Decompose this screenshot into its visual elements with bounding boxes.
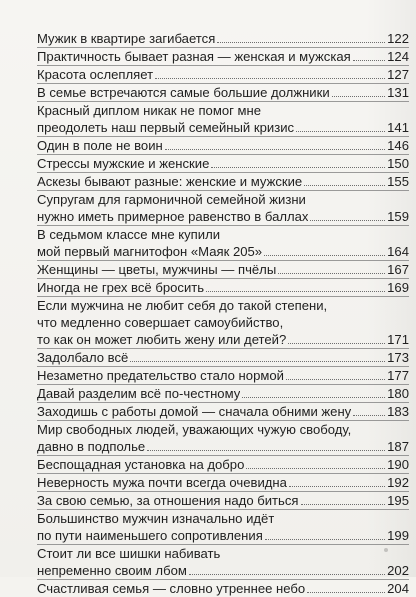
leader-dots: [211, 167, 385, 168]
toc-line: [37, 349, 409, 366]
toc-entry: [37, 155, 409, 173]
toc-line: [37, 421, 409, 438]
table-of-contents: [37, 30, 409, 597]
toc-line: [37, 385, 409, 402]
toc-page-number: 124: [387, 49, 409, 64]
toc-entry: [37, 173, 409, 191]
toc-line: [37, 102, 409, 119]
leader-dots: [155, 78, 385, 79]
toc-page-number: 190: [387, 457, 409, 472]
toc-page-number: 127: [387, 67, 409, 82]
toc-entry-title: преодолеть наш первый семейный кризис: [37, 120, 295, 135]
leader-dots: [296, 131, 385, 132]
toc-entry-title: непременно своим лбом: [37, 563, 187, 578]
toc-entry-title: Мужик в квартире загибается: [37, 31, 216, 46]
toc-entry: [37, 545, 409, 580]
toc-entry: [37, 367, 409, 385]
toc-page-number: 155: [387, 174, 409, 189]
toc-line: [37, 30, 409, 47]
toc-line: [37, 403, 409, 420]
toc-line: [37, 545, 409, 562]
toc-line: [37, 191, 409, 208]
toc-entry-title: Красный диплом никак не помог мне: [37, 103, 262, 118]
toc-entry-title: Задолбало всё: [37, 350, 129, 365]
toc-page-number: 183: [387, 404, 409, 419]
toc-entry-title: Аскезы бывают разные: женские и мужские: [37, 174, 303, 189]
toc-entry: [37, 510, 409, 545]
toc-entry: [37, 261, 409, 279]
toc-entry-title: Стрессы мужские и женские: [37, 156, 210, 171]
leader-dots: [353, 60, 385, 61]
toc-entry-title: Счастливая семья — словно утреннее небо: [37, 581, 306, 596]
toc-entry-title: Беспощадная установка на добро: [37, 457, 245, 472]
toc-entry: [37, 421, 409, 456]
leader-dots: [278, 273, 385, 274]
toc-entry-title: За свою семью, за отношения надо биться: [37, 493, 299, 508]
toc-entry: [37, 226, 409, 261]
leader-dots: [332, 96, 385, 97]
leader-dots: [307, 592, 385, 593]
toc-entry-title: Один в поле не воин: [37, 138, 163, 153]
toc-line: [37, 456, 409, 473]
leader-dots: [147, 450, 385, 451]
toc-entry-title: Практичность бывает разная — женская и мужская: [37, 49, 351, 64]
toc-line: [37, 279, 409, 296]
leader-dots: [189, 574, 385, 575]
toc-entry-title: Иногда не грех всё бросить: [37, 280, 205, 295]
toc-line: [37, 84, 409, 101]
leader-dots: [130, 361, 385, 362]
leader-dots: [264, 255, 385, 256]
toc-entry: [37, 30, 409, 48]
toc-entry: [37, 456, 409, 474]
leader-dots: [301, 504, 385, 505]
toc-line: [37, 137, 409, 154]
toc-line: [37, 314, 409, 331]
toc-entry-title: Незаметно предательство стало нормой: [37, 368, 284, 383]
toc-line: [37, 208, 409, 225]
toc-entry: [37, 48, 409, 66]
toc-line: [37, 527, 409, 544]
toc-page-number: 202: [387, 563, 409, 578]
toc-line: [37, 580, 409, 597]
leader-dots: [206, 291, 385, 292]
toc-line: [37, 243, 409, 260]
toc-page-number: 131: [387, 85, 409, 100]
paper-speck: [384, 548, 388, 552]
toc-line: [37, 173, 409, 190]
toc-line: [37, 474, 409, 491]
toc-line: [37, 66, 409, 83]
toc-entry-title: Стоит ли все шишки набивать: [37, 546, 221, 561]
leader-dots: [289, 486, 385, 487]
toc-page-number: 141: [387, 120, 409, 135]
toc-line: [37, 562, 409, 579]
toc-line: [37, 510, 409, 527]
toc-entry-title: что медленно совершает самоубийство,: [37, 315, 284, 330]
toc-line: [37, 367, 409, 384]
toc-line: [37, 438, 409, 455]
toc-page-number: 204: [387, 581, 409, 596]
toc-entry: [37, 297, 409, 349]
leader-dots: [265, 539, 385, 540]
toc-entry-title: Супругам для гармоничной семейной жизни: [37, 192, 306, 207]
toc-entry-title: то как он может любить жену или детей?: [37, 332, 287, 347]
leader-dots: [288, 343, 385, 344]
toc-page-number: 187: [387, 439, 409, 454]
toc-entry: [37, 279, 409, 297]
toc-entry: [37, 492, 409, 510]
toc-line: [37, 155, 409, 172]
toc-entry-title: Мир свободных людей, уважающих чужую свободу,: [37, 422, 352, 437]
toc-entry: [37, 137, 409, 155]
toc-entry-title: по пути наименьшего сопротивления: [37, 528, 263, 543]
toc-page-number: 159: [387, 209, 409, 224]
toc-entry: [37, 84, 409, 102]
toc-entry-title: нужно иметь примерное равенство в баллах: [37, 209, 309, 224]
leader-dots: [310, 220, 385, 221]
toc-entry-title: В семье встречаются самые большие должники: [37, 85, 330, 100]
toc-page-number: 192: [387, 475, 409, 490]
toc-page-number: 169: [387, 280, 409, 295]
toc-entry-title: Заходишь с работы домой — сначала обними жену: [37, 404, 352, 419]
toc-entry-title: Неверность мужа почти всегда очевидна: [37, 475, 287, 490]
toc-line: [37, 261, 409, 278]
leader-dots: [217, 42, 385, 43]
leader-dots: [165, 149, 385, 150]
leader-dots: [304, 185, 385, 186]
toc-page-number: 180: [387, 386, 409, 401]
leader-dots: [246, 468, 385, 469]
toc-line: [37, 119, 409, 136]
toc-page-number: 171: [387, 332, 409, 347]
toc-entry-title: давно в подполье: [37, 439, 146, 454]
toc-entry-title: Женщины — цветы, мужчины — пчёлы: [37, 262, 277, 277]
toc-entry-title: Красота ослепляет: [37, 67, 154, 82]
toc-entry: [37, 385, 409, 403]
toc-entry-title: Большинство мужчин изначально идёт: [37, 511, 275, 526]
toc-line: [37, 492, 409, 509]
toc-page-number: 167: [387, 262, 409, 277]
toc-page-number: 164: [387, 244, 409, 259]
toc-entry: [37, 191, 409, 226]
leader-dots: [353, 415, 385, 416]
leader-dots: [242, 397, 385, 398]
toc-page-number: 177: [387, 368, 409, 383]
toc-entry-title: Давай разделим всё по-честному: [37, 386, 241, 401]
toc-entry-title: Если мужчина не любит себя до такой степени,: [37, 298, 328, 313]
toc-page-number: 195: [387, 493, 409, 508]
toc-line: [37, 331, 409, 348]
toc-entry: [37, 580, 409, 597]
toc-entry: [37, 403, 409, 421]
toc-entry-title: мой первый магнитофон «Маяк 205»: [37, 244, 263, 259]
toc-page-number: 150: [387, 156, 409, 171]
toc-line: [37, 297, 409, 314]
toc-entry-title: В седьмом классе мне купили: [37, 227, 221, 242]
toc-line: [37, 226, 409, 243]
toc-page-number: 146: [387, 138, 409, 153]
toc-page-number: 173: [387, 350, 409, 365]
toc-page-number: 199: [387, 528, 409, 543]
toc-entry: [37, 102, 409, 137]
toc-entry: [37, 349, 409, 367]
toc-entry: [37, 66, 409, 84]
toc-page-number: 122: [387, 31, 409, 46]
toc-line: [37, 48, 409, 65]
leader-dots: [286, 379, 385, 380]
toc-entry: [37, 474, 409, 492]
